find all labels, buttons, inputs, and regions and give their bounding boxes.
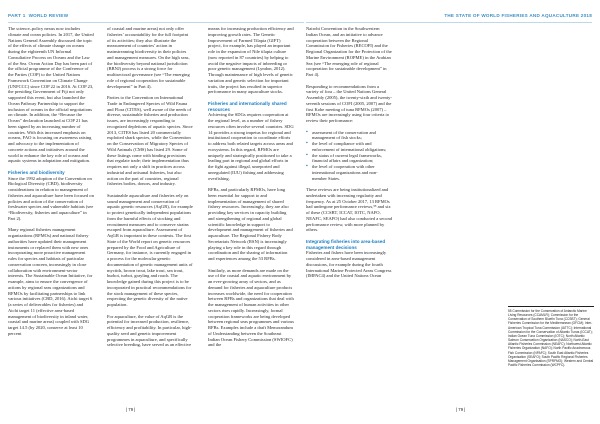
bullet-item: ▪ the level of compliance with and enforcement of international obligations; [306, 141, 392, 153]
text-column-3 [208, 26, 294, 354]
body-paragraph: Since the 1992 adoption of the Convention on Biological Diversity (CBD), biodiversity considerations in relation to management of fisheries and aquaculture have been focused on policies and action of the conservation of freshwater species and vulnerable habitats (see “Biodiversity, fisheries and aquaculture” in Part 2). [8, 175, 94, 221]
body-paragraph: Achieving the SDGs requires cooperation at the regional level, as a number of fishery resources often involve several countries. SDG 14 provides a strong impetus for regional and institutional cooperation to coordinate efforts to address both related targets across areas and ecosystems. In this regard, RFMOs are uniquely and strategically positioned to take a leading part in regional and global efforts in the fight against illegal, unreported and unregulated (IUU) fishing and addressing overfishing. [208, 112, 294, 181]
header-rule-left [8, 22, 304, 23]
bullet-item: ▪ the status of current legal frameworks, financial affairs and organization; [306, 153, 392, 165]
body-paragraph: Nairobi Convention in the Southwestern Indian Ocean, and an initiative to advance cooperation between the Regional Commission for Fisheries (RECOFI) and the Regional Organization for the Protection of the Marine Environment (ROPME) in the Arabian Sea (see “The emerging role of regional cooperation for sustainable development” in Part 4). [306, 26, 392, 77]
text-column-4 [306, 26, 392, 285]
running-head-right: THE STATE OF WORLD FISHERIES AND AQUACULTURE 2018 [444, 13, 592, 18]
bullet-item: ▪ assessment of the conservation and management of fish stocks; [306, 130, 392, 142]
body-paragraph: Sustainable aquaculture and fisheries rely on sound management and conservation of aquatic genetic resources (AqGR), for example to protect genetically independent populations from the harmful effects of stocking and recruitment measures and to conserve strains escaped from aquaculture. Assessment of AqGR is important in these contexts. The first State of the World report on genetic resources prepared by the Food and Agriculture of Germany, for instance, is currently engaged in a process for the molecular genetic documentation of genetic management units of myctids, brown trout, lake trout, sea trout, burbot, turbot, grayling and roach. The knowledge gained during this project is to be incorporated in practical recommendations for the stock management of these species, respecting the genetic diversity of the native population. [107, 192, 193, 307]
section-heading: Integrating fisheries into area-based management decisions [306, 238, 386, 250]
bullet-list [306, 130, 392, 182]
section-heading: Fisheries and internationally shared resources [208, 100, 287, 112]
body-paragraph: The science–policy nexus now includes climate and ocean policies. In 2017, the United Nations General Assembly discussed the topic of the effects of climate change on oceans during the eighteenth UN Informal Consultative Process on Oceans and the Law of the Sea. Ocean Action Day has been part of the official programme of the Conference of the Parties (COP) to the United Nations Framework Convention on Climate Change (UNFCCC) since COP 22 in 2016. At COP 23, the presiding Government of Fiji not only supported this event, but also launched the Ocean Pathway Partnership to support the inclusion of oceans in the official negotiations on climate. In addition, the “Because the Ocean” declaration launched at COP 21 has been signed by an increasing number of countries. With this increased emphasis on oceans, FAO is focusing on awareness raising and advocacy to the implementation of concrete actions and initiatives around the world to enhance the key role of oceans and aquatic systems in adaptation and mitigation. [8, 26, 94, 164]
text-column-2 [107, 26, 193, 354]
page-header-right [306, 7, 592, 23]
page-number-left: | 79 | [126, 407, 136, 412]
body-paragraph: RFBs, and particularly RFMOs, have long been essential for support to and implementation of management of shared fishery resources. Increasingly, they are also providing key services in capacity building and strengthening of regional and global scientific knowledge in support to development and management of fisheries and aquaculture. The Regional Fishery Body Secretariats Network (RSN) is increasingly playing a key role in this regard through coordination and the sharing of information and experiences among the 53 RFBs. [208, 187, 293, 261]
body-paragraph: Responding to recommendations from a variety of fora – the United Nations General Assembly (2005), the twenty-sixth and twenty-seventh sessions of COFI (2005, 2007) and the first Kobe meeting of tuna RFMOs (2007) – RFMOs are increasingly using four criteria to review their performance: [306, 83, 392, 123]
bullet-item: ▪ the level of cooperation with other international organizations and non-member States. [306, 164, 392, 181]
body-paragraph: These reviews are being institutionalized and undertaken with increasing regularity and frequency. As at 25 October 2017, 13 RFMOs had undergone performance reviews,⁵⁵ and six of these (CCSBT, ICCAT, IOTC, NAFO, NEAFC, SEAFO) had also conducted a second performance review, with more planned by others. [306, 187, 392, 233]
body-paragraph: of coastal and marine areas) not only offer fisheries’ accountability for the full footprint of its activities; they also illustrate the measurement of countries’ action in mainstreaming biodiversity in their policies and management measures. On the high seas, the biodiversity beyond national jurisdiction (BBNJ) process is a strong force for multisectoral governance (see “The emerging role of regional cooperation for sustainable development” in Part 4). [107, 26, 190, 89]
running-head-left: PART 1 WORLD REVIEW [8, 13, 69, 18]
body-paragraph: means for increasing production efficiency and improving growth rates. The Genetic Improvement of Farmed Tilapia (GIFT) project, for example, has played an important role in the expansion of Nile tilapia culture (now reported in 87 countries) by helping to avoid the negative impacts of inbreeding or poor genetic management (Lyndon, 2012). Through maintenance of high levels of genetic variation and genetic selection for important traits, the project has resulted in superior performance in many aquaculture stocks. [208, 26, 294, 95]
body-paragraph: Similarly, as more demands are made on the use of the coastal and aquatic environment by an ever-growing array of sectors, and as demand for fisheries and aquaculture products increases worldwide, the need for cooperation between RFBs and organizations that deal with the management of human activities in other sectors rises rapidly. Increasingly, formal cooperation frameworks are being developed between regional seas programmes and various RFBs. Examples include a draft Memorandum of Understanding between the Southeast Indian Ocean Fishery Commission (SWIOFC) and the [208, 267, 294, 348]
body-paragraph: Parties to the Convention on International Trade in Endangered Species of Wild Fauna and Flora (CITES), well aware of the needs of diverse, sustainable fisheries and production issues, are increasingly responding to recognized depletions of aquatic species. Since 2013, CITES has listed 20 commercially exploited shark species, while the Convention on the Conservation of Migratory Species of Wild Animals (CMS) has listed 29. Some of these listings come with binding provisions that regulate trade; their implementation thus requires not only a shift in practices across industrial and artisanal fisheries, but also action on the part of countries, regional fisheries bodies, donors, and industry. [107, 95, 193, 187]
section-heading: Fisheries and biodiversity [8, 169, 65, 175]
body-paragraph: Many regional fisheries management organizations (RFMOs) and national fishery authorities have updated their management instruments or replaced them with new ones incorporating more proactive management rules for species and habitats of particular conservation concern, increasingly in close collaboration with environment-sector interests. The Sustainable Ocean Initiative, for example, aims to ensure the convergence of actions by regional seas organizations and RFMOs by facilitating partnerships to link various initiatives (CBD, 2016). Aichi target 6 (a series of deliverables for fisheries) and Aichi target 11 (effective area-based management of biodiversity in inland water, coastal and marine areas) coupled with SDG target 14.5 (by 2020, conserve at least 10 percent [8, 227, 93, 336]
body-paragraph: Fisheries and fishers have been increasingly considered in area-based management discussions, for example during the fourth International Marine Protected Areas Congress (IMPAC4) and the United Nations Ocean [306, 250, 392, 279]
header-rule-right [306, 22, 592, 23]
text-column-1 [8, 26, 94, 342]
body-paragraph: For aquaculture, the value of AqGR is the potential for increased production, resilience, efficiency and profitability. In particular, high-quality seed and genetic improvement programmes in aquaculture, and specifically selective breeding, have served as an effective [107, 313, 192, 348]
page-number-right: | 79 | [456, 407, 466, 412]
page-header-left [8, 7, 304, 23]
footnote: 55 Commission for the Conservation of Antarctic Marine Living Resources (CCAMLR); Commission for the Conservation of Southern Bluefin Tuna (CCSBT); General Fisheries Commission for the Mediterranean (GFCM); Inter-American Tropical Tuna Commission (IATTC); International Commission for the Conservation of Atlantic Tunas (ICCAT); Indian Ocean Tuna Commission (IOTC); North Atlantic Salmon Conservation Organization (NASCO); North-East Atlantic Fisheries Commission (NEAFC); Northwest Atlantic Fisheries Organization (NAFO); North Pacific Anadromous Fish Commission (NPAFC); South East Atlantic Fisheries Organisation (SEAFO); South Pacific Regional Fisheries Management Organisation (SPRFMO); Western and Central Pacific Fisheries Commission (WCPFC). [508, 306, 594, 367]
